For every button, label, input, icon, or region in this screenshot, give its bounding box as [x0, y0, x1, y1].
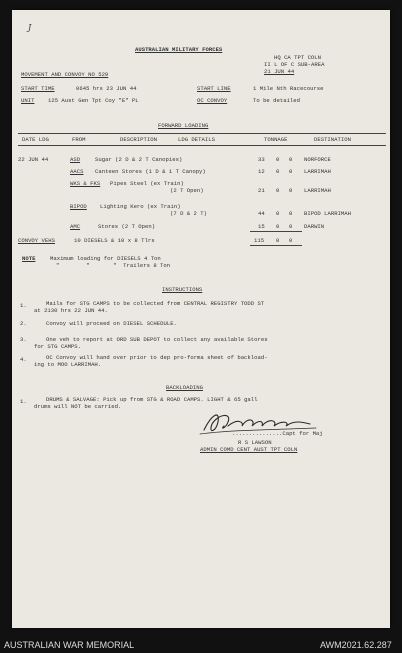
backloading-line: drums will NOT be carried.: [34, 403, 122, 410]
document-title: AUSTRALIAN MILITARY FORCES: [135, 46, 223, 53]
row-destination: NORFORCE: [304, 156, 331, 163]
oc-convoy-value: To be detailed: [253, 97, 300, 104]
row-description: Stores (2 T Open): [98, 223, 156, 230]
instruction-line: OC Convoy will hand over prior to dep pro-forma sheet of backload-: [46, 354, 268, 361]
row-description: Pipes Steel (ex Train): [110, 180, 184, 187]
row-tons: 21: [258, 187, 265, 194]
instruction-number: 1.: [20, 302, 27, 309]
col-from: FROM: [72, 136, 86, 143]
ref-line-3: 21 JUN 44: [264, 68, 295, 75]
convoy-vehs-value: 10 DIESELS & 10 x 8 Tlrs: [74, 237, 155, 244]
row-cwt: 0: [276, 187, 280, 194]
ref-line-2: II L OF C SUB-AREA: [264, 61, 325, 68]
instruction-line: One veh to report at ORD SUB DEPOT to collect any available Stores: [46, 336, 268, 343]
forward-loading-heading: FORWARD LOADING: [158, 122, 209, 129]
backloading-line: DRUMS & SALVAGE: Pick up from STG & ROAD CAMPS. LIGHT & 65 gall: [46, 396, 258, 403]
row-tons: 12: [258, 168, 265, 175]
row-from: BIPOD: [70, 203, 87, 210]
instruction-line: at 2130 hrs 22 JUN 44.: [34, 307, 108, 314]
row-description-detail: (2 T Open): [170, 187, 204, 194]
unit-label: UNIT: [21, 97, 35, 104]
row-destination: LARRIMAH: [304, 187, 331, 194]
instruction-line: Convoy will proceed on DIESEL SCHEDULE.: [46, 320, 177, 327]
col-tonnage: TONNAGE: [264, 136, 288, 143]
instruction-line: for STG CAMPS.: [34, 343, 81, 350]
note-line: Maximum loading for DIESELS 4 Ton: [50, 255, 161, 262]
movement-number: MOVEMENT AND CONVOY NO 529: [21, 71, 109, 78]
row-cwt: 0: [276, 168, 280, 175]
col-date: DATE LDG: [22, 136, 49, 143]
footer-bar: [0, 638, 402, 653]
row-tons: 15: [258, 223, 265, 230]
total-cwt: 0: [276, 237, 280, 244]
start-time-value: 0645 hrs 23 JUN 44: [76, 85, 137, 92]
note-label: NOTE: [22, 255, 36, 262]
document-page: [12, 10, 390, 628]
row-cwt: 0: [276, 223, 280, 230]
row-description: Lighting Kero (ex Train): [100, 203, 181, 210]
row-destination: BIPOD LARRIMAH: [304, 210, 351, 217]
note-line: " " " Trailers 8 Ton: [56, 262, 171, 269]
instruction-number: 2.: [20, 320, 27, 327]
table-header-rule: [18, 145, 386, 146]
row-description-detail: (7 D & 2 T): [170, 210, 207, 217]
instruction-number: 4.: [20, 356, 27, 363]
total-qtr: 0: [289, 237, 293, 244]
row-date: 22 JUN 44: [18, 156, 49, 163]
instruction-line: Mails for STG CAMPS to be collected from CENTRAL REGISTRY TODD ST: [46, 300, 265, 307]
row-tons: 44: [258, 210, 265, 217]
signature-line: ...............Capt for Maj: [232, 430, 323, 437]
row-from: ASD: [70, 156, 81, 163]
total-rule-bottom: [250, 245, 302, 246]
row-destination: DARWIN: [304, 223, 325, 230]
row-qtr: 0: [289, 223, 293, 230]
backloading-heading: BACKLOADING: [166, 384, 203, 391]
instruction-number: 3.: [20, 336, 27, 343]
row-description: Sugar (2 D & 2 T Canopies): [95, 156, 183, 163]
handwritten-mark: J: [28, 23, 32, 32]
footer-credit: AUSTRALIAN WAR MEMORIAL: [4, 640, 135, 650]
ref-line-1: HQ CA TPT COLN: [274, 54, 321, 61]
convoy-vehs-label: CONVOY VEHS: [18, 237, 55, 244]
row-description: Canteen Stores (1 D & 1 T Canopy): [95, 168, 206, 175]
col-ldg-details: LDG DETAILS: [178, 136, 215, 143]
row-from: AACS: [70, 168, 84, 175]
start-time-label: START TIME: [21, 85, 55, 92]
start-line-label: START LINE: [197, 85, 231, 92]
row-cwt: 0: [276, 156, 280, 163]
col-destination: DESTINATION: [314, 136, 351, 143]
row-from: AMC: [70, 223, 81, 230]
row-qtr: 0: [289, 187, 293, 194]
unit-value: 125 Aust Gen Tpt Coy "E" PL: [48, 97, 139, 104]
start-line-value: 1 Mile Nth Racecourse: [253, 85, 324, 92]
total-rule: [250, 231, 302, 232]
row-destination: LARRIMAH: [304, 168, 331, 175]
footer-accession-number: AWM2021.62.287: [320, 640, 392, 650]
total-tons: 115: [254, 237, 265, 244]
row-qtr: 0: [289, 156, 293, 163]
instructions-heading: INSTRUCTIONS: [162, 286, 203, 293]
signer-name: R S LAWSON: [238, 439, 272, 446]
instruction-line: ing to MOO LARRIMAH.: [34, 361, 102, 368]
row-from: WKS & FKS: [70, 180, 101, 187]
row-qtr: 0: [289, 168, 293, 175]
row-qtr: 0: [289, 210, 293, 217]
signer-title: ADMIN COMD CENT AUST TPT COLN: [200, 446, 298, 453]
backloading-number: 1.: [20, 398, 27, 405]
row-tons: 33: [258, 156, 265, 163]
table-top-rule: [18, 133, 386, 134]
col-description: DESCRIPTION: [120, 136, 157, 143]
oc-convoy-label: OC CONVOY: [197, 97, 228, 104]
row-cwt: 0: [276, 210, 280, 217]
